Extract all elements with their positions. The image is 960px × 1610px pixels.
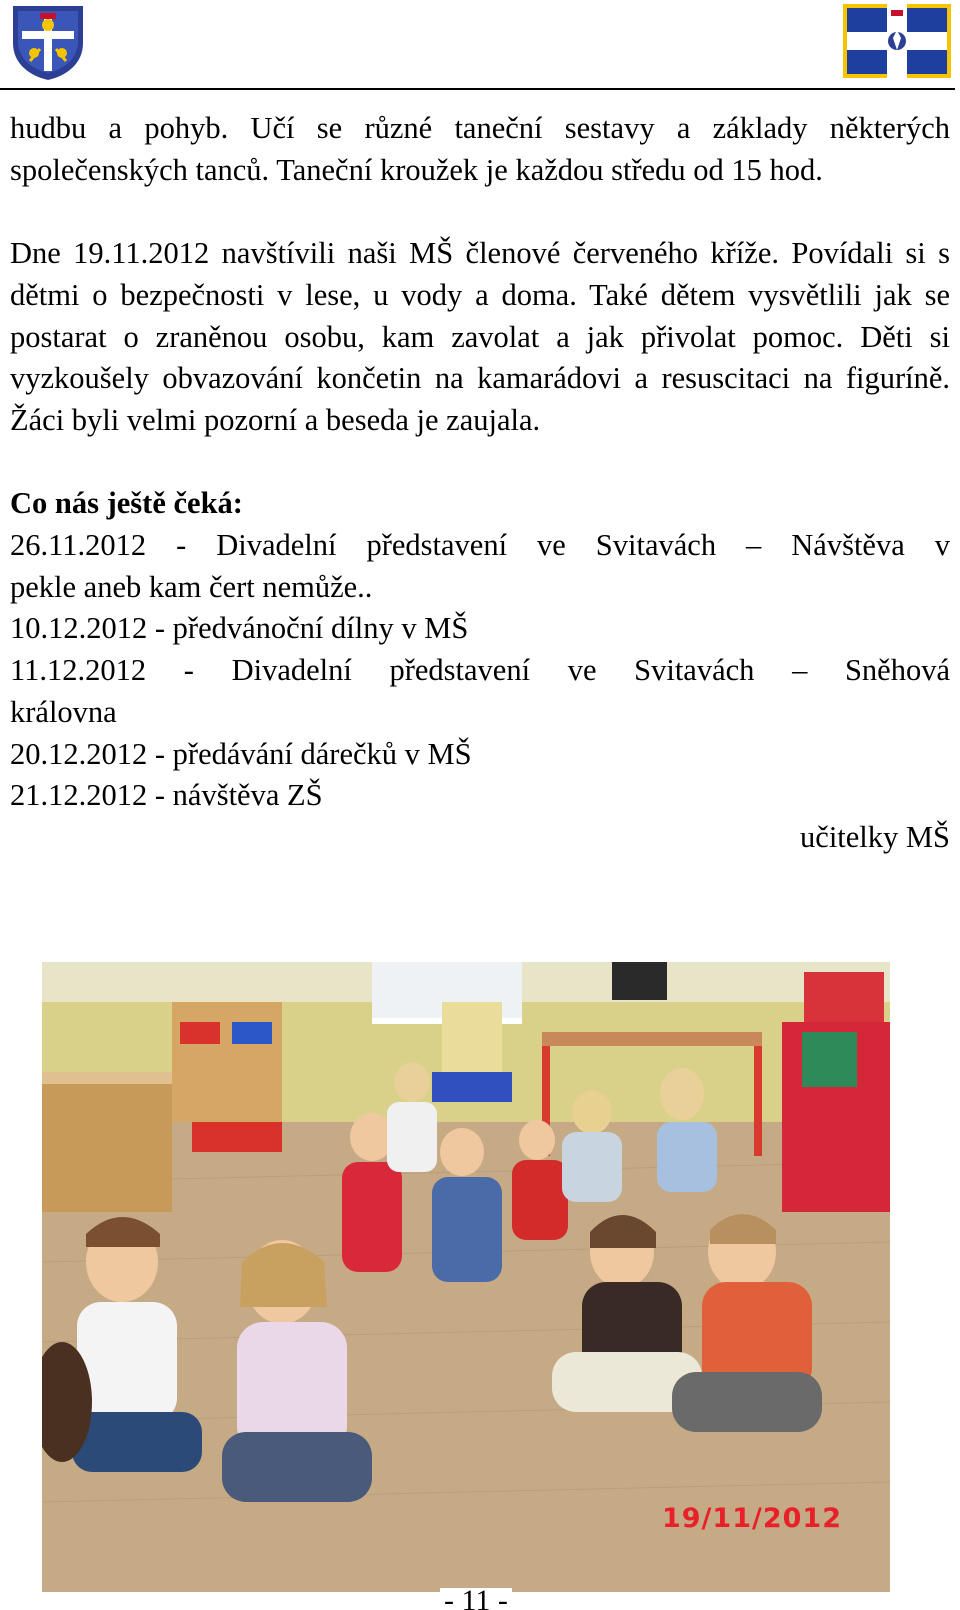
event-line: 21.12.2012 - návštěva ZŠ <box>10 778 323 813</box>
page-body <box>10 108 950 859</box>
page-header <box>0 0 960 92</box>
signature: učitelky MŠ <box>800 819 950 854</box>
paragraph-dance-club: hudbu a pohyb. Učí se různé taneční sestavy a základy některých společenských tanců. Taneční kroužek je každou středu od 15 hod. <box>10 111 950 187</box>
coat-of-arms-icon <box>10 3 86 83</box>
upcoming-heading: Co nás ještě čeká: <box>10 486 243 521</box>
flag-icon <box>843 4 951 78</box>
photo-date-stamp: 19/11/2012 <box>661 1503 842 1534</box>
header-divider <box>0 88 955 90</box>
event-line: pekle aneb kam čert nemůže.. <box>10 569 373 604</box>
photo-illustration <box>42 962 890 1592</box>
classroom-photo <box>42 962 890 1592</box>
event-line: královna <box>10 694 117 729</box>
event-line: 11.12.2012 - Divadelní představení ve Svitavách – Sněhová <box>10 653 950 688</box>
event-line: 10.12.2012 - předvánoční dílny v MŠ <box>10 611 469 646</box>
page-number: - 11 - <box>440 1588 512 1610</box>
event-line: 26.11.2012 - Divadelní představení ve Svitavách – Návštěva v <box>10 528 950 562</box>
paragraph-red-cross-visit: Dne 19.11.2012 navštívili naši MŠ členové červeného kříže. Povídali si s dětmi o bezpečnosti v lese, u vody a doma. Také dětem vysvětlili jak se postarat o zraněnou osobu, kam zavolat a jak přivolat pomoc. Děti si vyzkoušely obvazování končetin na kamarádovi a resuscitaci na figuríně. Žáci byli velmi pozorní a beseda je zaujala. <box>10 236 950 437</box>
event-line: 20.12.2012 - předávání dárečků v MŠ <box>10 736 472 771</box>
